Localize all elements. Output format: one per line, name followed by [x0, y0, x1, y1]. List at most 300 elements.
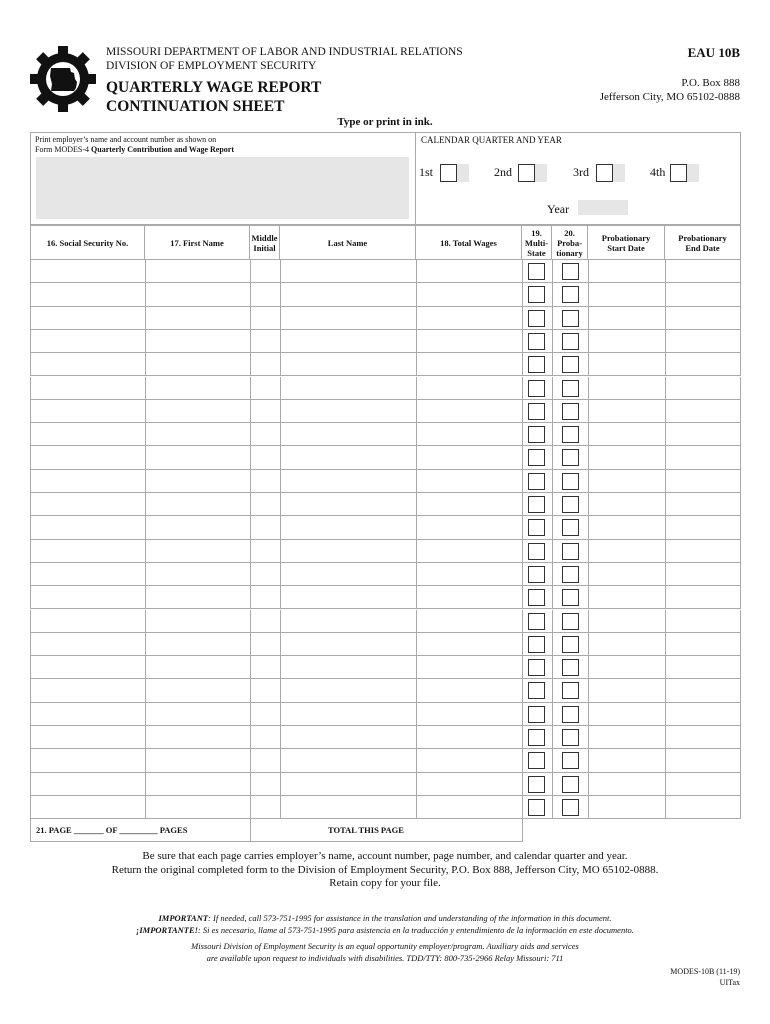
last-name-cell[interactable]: [280, 773, 416, 796]
multi-state-cell[interactable]: [522, 633, 552, 656]
ssn-cell[interactable]: [30, 679, 145, 702]
total-wages-cell[interactable]: [416, 540, 522, 563]
middle-initial-cell[interactable]: [250, 283, 280, 306]
first-name-cell[interactable]: [145, 446, 250, 469]
middle-initial-cell[interactable]: [250, 423, 280, 446]
probationary-cell[interactable]: [552, 283, 588, 306]
multi-state-checkbox[interactable]: [528, 403, 545, 420]
first-name-cell[interactable]: [145, 423, 250, 446]
middle-initial-cell[interactable]: [250, 377, 280, 400]
middle-initial-cell[interactable]: [250, 796, 280, 819]
probationary-cell[interactable]: [552, 610, 588, 633]
multi-state-cell[interactable]: [522, 703, 552, 726]
table-row: [30, 633, 741, 656]
middle-initial-cell[interactable]: [250, 307, 280, 330]
instruction-line1: Be sure that each page carries employer’s name, account number, page number, and calendar quarter and year.: [142, 850, 628, 862]
total-wages-cell[interactable]: [416, 610, 522, 633]
multi-state-checkbox[interactable]: [528, 729, 545, 746]
quarter-1-label: 1st: [419, 165, 434, 179]
prob-start-date-cell[interactable]: [588, 353, 665, 376]
prob-start-date-cell[interactable]: [588, 656, 665, 679]
first-name-cell[interactable]: [145, 610, 250, 633]
multi-state-cell[interactable]: [522, 470, 552, 493]
total-wages-cell[interactable]: [416, 796, 522, 819]
probationary-cell[interactable]: [552, 703, 588, 726]
total-wages-cell[interactable]: [416, 656, 522, 679]
first-name-cell[interactable]: [145, 330, 250, 353]
table-row: [30, 307, 741, 330]
prob-start-date-cell[interactable]: [588, 586, 665, 609]
middle-initial-cell[interactable]: [250, 330, 280, 353]
probationary-cell[interactable]: [552, 423, 588, 446]
last-name-cell[interactable]: [280, 330, 416, 353]
first-name-cell[interactable]: [145, 470, 250, 493]
probationary-cell[interactable]: [552, 516, 588, 539]
last-name-cell[interactable]: [280, 283, 416, 306]
quarter-3-checkbox[interactable]: [596, 164, 613, 182]
middle-initial-cell[interactable]: [250, 773, 280, 796]
importante-label: ¡IMPORTANTE!: [136, 925, 198, 935]
total-wages-cell[interactable]: [416, 260, 522, 283]
multi-state-cell[interactable]: [522, 726, 552, 749]
probationary-checkbox[interactable]: [562, 496, 579, 513]
first-name-cell[interactable]: [145, 703, 250, 726]
ssn-cell[interactable]: [30, 353, 145, 376]
middle-initial-cell[interactable]: [250, 586, 280, 609]
first-name-cell[interactable]: [145, 773, 250, 796]
employer-name-field[interactable]: [36, 157, 409, 219]
first-name-cell[interactable]: [145, 353, 250, 376]
probationary-checkbox[interactable]: [562, 333, 579, 350]
probationary-cell[interactable]: [552, 563, 588, 586]
ssn-cell[interactable]: [30, 446, 145, 469]
multi-state-checkbox[interactable]: [528, 613, 545, 630]
multi-state-checkbox[interactable]: [528, 286, 545, 303]
header-middle-l2: Initial: [253, 242, 276, 253]
year-label: Year: [547, 202, 570, 216]
prob-end-date-cell[interactable]: [665, 470, 741, 493]
ssn-cell[interactable]: [30, 377, 145, 400]
prob-end-date-cell[interactable]: [665, 283, 741, 306]
year-field[interactable]: [578, 200, 628, 215]
probationary-cell[interactable]: [552, 633, 588, 656]
total-wages-cell[interactable]: [416, 377, 522, 400]
multi-state-checkbox[interactable]: [528, 682, 545, 699]
probationary-cell[interactable]: [552, 796, 588, 819]
multi-state-cell[interactable]: [522, 563, 552, 586]
last-name-cell[interactable]: [280, 307, 416, 330]
header-multi-state: [522, 225, 552, 260]
multi-state-checkbox[interactable]: [528, 519, 545, 536]
quarter-4-checkbox[interactable]: [670, 164, 687, 182]
ssn-cell[interactable]: [30, 726, 145, 749]
probationary-checkbox[interactable]: [562, 776, 579, 793]
first-name-cell[interactable]: [145, 516, 250, 539]
ssn-cell[interactable]: [30, 516, 145, 539]
missouri-gear-seal-icon: [30, 46, 96, 112]
prob-end-date-cell[interactable]: [665, 610, 741, 633]
prob-end-date-cell[interactable]: [665, 446, 741, 469]
prob-end-date-cell[interactable]: [665, 773, 741, 796]
middle-initial-cell[interactable]: [250, 749, 280, 772]
last-name-cell[interactable]: [280, 563, 416, 586]
last-name-cell[interactable]: [280, 586, 416, 609]
prob-start-date-cell[interactable]: [588, 703, 665, 726]
multi-state-cell[interactable]: [522, 586, 552, 609]
multi-state-cell[interactable]: [522, 330, 552, 353]
last-name-cell[interactable]: [280, 377, 416, 400]
first-name-cell[interactable]: [145, 749, 250, 772]
middle-initial-cell[interactable]: [250, 726, 280, 749]
middle-initial-cell[interactable]: [250, 540, 280, 563]
middle-initial-cell[interactable]: [250, 400, 280, 423]
prob-start-date-cell[interactable]: [588, 633, 665, 656]
multi-state-checkbox[interactable]: [528, 543, 545, 560]
first-name-cell[interactable]: [145, 796, 250, 819]
multi-state-checkbox[interactable]: [528, 449, 545, 466]
multi-state-cell[interactable]: [522, 400, 552, 423]
multi-state-cell[interactable]: [522, 540, 552, 563]
prob-start-date-cell[interactable]: [588, 400, 665, 423]
prob-start-date-cell[interactable]: [588, 516, 665, 539]
last-name-cell[interactable]: [280, 470, 416, 493]
prob-start-date-cell[interactable]: [588, 679, 665, 702]
total-wages-cell[interactable]: [416, 703, 522, 726]
first-name-cell[interactable]: [145, 400, 250, 423]
prob-start-date-cell[interactable]: [588, 610, 665, 633]
last-name-cell[interactable]: [280, 400, 416, 423]
probationary-checkbox[interactable]: [562, 682, 579, 699]
multi-state-cell[interactable]: [522, 377, 552, 400]
first-name-cell[interactable]: [145, 656, 250, 679]
multi-state-cell[interactable]: [522, 493, 552, 516]
last-name-cell[interactable]: [280, 703, 416, 726]
multi-state-cell[interactable]: [522, 260, 552, 283]
title-line1: QUARTERLY WAGE REPORT: [106, 79, 322, 96]
last-name-cell[interactable]: [280, 516, 416, 539]
ssn-cell[interactable]: [30, 400, 145, 423]
prob-start-date-cell[interactable]: [588, 423, 665, 446]
prob-end-date-cell[interactable]: [665, 330, 741, 353]
ssn-cell[interactable]: [30, 656, 145, 679]
prob-end-date-cell[interactable]: [665, 353, 741, 376]
ink-instruction: Type or print in ink.: [337, 116, 433, 128]
last-name-cell[interactable]: [280, 493, 416, 516]
total-wages-cell[interactable]: [416, 773, 522, 796]
ssn-cell[interactable]: [30, 493, 145, 516]
prob-start-date-cell[interactable]: [588, 330, 665, 353]
total-wages-cell[interactable]: [416, 470, 522, 493]
last-name-cell[interactable]: [280, 353, 416, 376]
quarter-2-checkbox[interactable]: [518, 164, 535, 182]
probationary-cell[interactable]: [552, 586, 588, 609]
ssn-cell[interactable]: [30, 563, 145, 586]
prob-end-date-cell[interactable]: [665, 563, 741, 586]
total-wages-cell[interactable]: [416, 283, 522, 306]
eeo-notice: [0, 940, 770, 964]
multi-state-checkbox[interactable]: [528, 473, 545, 490]
multi-state-cell[interactable]: [522, 423, 552, 446]
multi-state-cell[interactable]: [522, 283, 552, 306]
ssn-cell[interactable]: [30, 773, 145, 796]
probationary-checkbox[interactable]: [562, 613, 579, 630]
multi-state-checkbox[interactable]: [528, 706, 545, 723]
last-name-cell[interactable]: [280, 540, 416, 563]
prob-start-date-cell[interactable]: [588, 377, 665, 400]
multi-state-checkbox[interactable]: [528, 589, 545, 606]
prob-start-date-cell[interactable]: [588, 493, 665, 516]
middle-initial-cell[interactable]: [250, 353, 280, 376]
ssn-cell[interactable]: [30, 796, 145, 819]
middle-initial-cell[interactable]: [250, 563, 280, 586]
ssn-cell[interactable]: [30, 307, 145, 330]
total-wages-cell[interactable]: [416, 633, 522, 656]
probationary-checkbox[interactable]: [562, 403, 579, 420]
prob-start-date-cell[interactable]: [588, 540, 665, 563]
probationary-checkbox[interactable]: [562, 286, 579, 303]
multi-state-checkbox[interactable]: [528, 776, 545, 793]
probationary-cell[interactable]: [552, 377, 588, 400]
probationary-checkbox[interactable]: [562, 566, 579, 583]
probationary-checkbox[interactable]: [562, 449, 579, 466]
probationary-checkbox[interactable]: [562, 473, 579, 490]
probationary-cell[interactable]: [552, 773, 588, 796]
header-prob-end-l2: End Date: [685, 242, 720, 253]
probationary-cell[interactable]: [552, 540, 588, 563]
table-row: [30, 610, 741, 633]
header-total-wages: 18. Total Wages: [416, 225, 522, 260]
probationary-checkbox[interactable]: [562, 543, 579, 560]
prob-end-date-cell[interactable]: [665, 749, 741, 772]
probationary-checkbox[interactable]: [562, 636, 579, 653]
prob-start-date-cell[interactable]: [588, 773, 665, 796]
last-name-cell[interactable]: [280, 796, 416, 819]
prob-start-date-cell[interactable]: [588, 470, 665, 493]
multi-state-checkbox[interactable]: [528, 496, 545, 513]
probationary-checkbox[interactable]: [562, 589, 579, 606]
middle-initial-cell[interactable]: [250, 493, 280, 516]
header-prob-start-l2: Start Date: [607, 242, 645, 253]
total-wages-cell[interactable]: [416, 749, 522, 772]
multi-state-checkbox[interactable]: [528, 659, 545, 676]
first-name-cell[interactable]: [145, 493, 250, 516]
prob-start-date-cell[interactable]: [588, 796, 665, 819]
last-name-cell[interactable]: [280, 633, 416, 656]
ssn-cell[interactable]: [30, 703, 145, 726]
probationary-checkbox[interactable]: [562, 426, 579, 443]
prob-end-date-cell[interactable]: [665, 307, 741, 330]
prob-end-date-cell[interactable]: [665, 796, 741, 819]
probationary-cell[interactable]: [552, 726, 588, 749]
multi-state-cell[interactable]: [522, 749, 552, 772]
total-wages-cell[interactable]: [416, 423, 522, 446]
probationary-cell[interactable]: [552, 330, 588, 353]
prob-end-date-cell[interactable]: [665, 679, 741, 702]
multi-state-checkbox[interactable]: [528, 566, 545, 583]
multi-state-cell[interactable]: [522, 516, 552, 539]
probationary-checkbox[interactable]: [562, 799, 579, 816]
first-name-cell[interactable]: [145, 377, 250, 400]
probationary-checkbox[interactable]: [562, 310, 579, 327]
last-name-cell[interactable]: [280, 656, 416, 679]
multi-state-cell[interactable]: [522, 796, 552, 819]
first-name-cell[interactable]: [145, 586, 250, 609]
middle-initial-cell[interactable]: [250, 260, 280, 283]
prob-end-date-cell[interactable]: [665, 586, 741, 609]
table-row: [30, 749, 741, 772]
total-wages-cell[interactable]: [416, 446, 522, 469]
ssn-cell[interactable]: [30, 470, 145, 493]
total-wages-cell[interactable]: [416, 493, 522, 516]
prob-start-date-cell[interactable]: [588, 749, 665, 772]
probationary-cell[interactable]: [552, 470, 588, 493]
multi-state-cell[interactable]: [522, 353, 552, 376]
multi-state-checkbox[interactable]: [528, 333, 545, 350]
probationary-checkbox[interactable]: [562, 729, 579, 746]
multi-state-cell[interactable]: [522, 656, 552, 679]
middle-initial-cell[interactable]: [250, 446, 280, 469]
header-prob-start-date: [588, 225, 665, 260]
probationary-cell[interactable]: [552, 656, 588, 679]
last-name-cell[interactable]: [280, 423, 416, 446]
total-wages-cell[interactable]: [416, 726, 522, 749]
middle-initial-cell[interactable]: [250, 470, 280, 493]
probationary-checkbox[interactable]: [562, 706, 579, 723]
first-name-cell[interactable]: [145, 726, 250, 749]
prob-start-date-cell[interactable]: [588, 307, 665, 330]
ssn-cell[interactable]: [30, 749, 145, 772]
prob-end-date-cell[interactable]: [665, 656, 741, 679]
total-wages-cell[interactable]: [416, 516, 522, 539]
total-wages-cell[interactable]: [416, 563, 522, 586]
first-name-cell[interactable]: [145, 260, 250, 283]
multi-state-cell[interactable]: [522, 679, 552, 702]
multi-state-checkbox[interactable]: [528, 799, 545, 816]
prob-end-date-cell[interactable]: [665, 377, 741, 400]
middle-initial-cell[interactable]: [250, 656, 280, 679]
header-first-name: 17. First Name: [145, 225, 250, 260]
quarter-1-checkbox[interactable]: [440, 164, 457, 182]
middle-initial-cell[interactable]: [250, 516, 280, 539]
eeo-line1: Missouri Division of Employment Security is an equal opportunity employer/program. Auxiliary aids and services: [191, 941, 579, 951]
employer-label-prefix: Form MODES-4: [35, 145, 92, 154]
multi-state-cell[interactable]: [522, 610, 552, 633]
ssn-cell[interactable]: [30, 330, 145, 353]
multi-state-checkbox[interactable]: [528, 356, 545, 373]
first-name-cell[interactable]: [145, 679, 250, 702]
prob-end-date-cell[interactable]: [665, 726, 741, 749]
total-wages-cell[interactable]: [416, 586, 522, 609]
prob-start-date-cell[interactable]: [588, 446, 665, 469]
multi-state-cell[interactable]: [522, 773, 552, 796]
prob-end-date-cell[interactable]: [665, 540, 741, 563]
multi-state-checkbox[interactable]: [528, 380, 545, 397]
last-name-cell[interactable]: [280, 610, 416, 633]
total-wages-cell[interactable]: [416, 307, 522, 330]
prob-end-date-cell[interactable]: [665, 260, 741, 283]
ssn-cell[interactable]: [30, 586, 145, 609]
ssn-cell[interactable]: [30, 423, 145, 446]
employer-label-form-name: Quarterly Contribution and Wage Report: [91, 145, 234, 154]
address-line2: Jefferson City, MO 65102-0888: [599, 91, 740, 103]
multi-state-checkbox[interactable]: [528, 752, 545, 769]
last-name-cell[interactable]: [280, 446, 416, 469]
total-wages-cell[interactable]: [416, 400, 522, 423]
prob-start-date-cell[interactable]: [588, 726, 665, 749]
prob-start-date-cell[interactable]: [588, 283, 665, 306]
probationary-checkbox[interactable]: [562, 380, 579, 397]
last-name-cell[interactable]: [280, 260, 416, 283]
multi-state-checkbox[interactable]: [528, 426, 545, 443]
probationary-cell[interactable]: [552, 749, 588, 772]
middle-initial-cell[interactable]: [250, 679, 280, 702]
first-name-cell[interactable]: [145, 540, 250, 563]
ssn-cell[interactable]: [30, 633, 145, 656]
multi-state-checkbox[interactable]: [528, 636, 545, 653]
ssn-cell[interactable]: [30, 610, 145, 633]
prob-end-date-cell[interactable]: [665, 423, 741, 446]
ssn-cell[interactable]: [30, 283, 145, 306]
probationary-checkbox[interactable]: [562, 519, 579, 536]
probationary-cell[interactable]: [552, 260, 588, 283]
prob-end-date-cell[interactable]: [665, 516, 741, 539]
instruction-line2: Return the original completed form to the Division of Employment Security, P.O. Box 888, Jefferson City, MO 65102-0888.: [111, 863, 659, 876]
prob-end-date-cell[interactable]: [665, 633, 741, 656]
total-wages-cell[interactable]: [416, 353, 522, 376]
middle-initial-cell[interactable]: [250, 633, 280, 656]
ssn-cell[interactable]: [30, 540, 145, 563]
multi-state-cell[interactable]: [522, 446, 552, 469]
first-name-cell[interactable]: [145, 283, 250, 306]
probationary-cell[interactable]: [552, 400, 588, 423]
table-row: [30, 470, 741, 493]
probationary-checkbox[interactable]: [562, 752, 579, 769]
ssn-cell[interactable]: [30, 260, 145, 283]
prob-end-date-cell[interactable]: [665, 493, 741, 516]
prob-start-date-cell[interactable]: [588, 260, 665, 283]
prob-end-date-cell[interactable]: [665, 703, 741, 726]
first-name-cell[interactable]: [145, 563, 250, 586]
probationary-cell[interactable]: [552, 307, 588, 330]
last-name-cell[interactable]: [280, 749, 416, 772]
quarter-4-label: 4th: [650, 165, 666, 179]
total-wages-cell[interactable]: [416, 679, 522, 702]
multi-state-checkbox[interactable]: [528, 263, 545, 280]
probationary-cell[interactable]: [552, 446, 588, 469]
agency-name: [106, 45, 463, 73]
probationary-checkbox[interactable]: [562, 659, 579, 676]
multi-state-cell[interactable]: [522, 307, 552, 330]
prob-start-date-cell[interactable]: [588, 563, 665, 586]
last-name-cell[interactable]: [280, 679, 416, 702]
middle-initial-cell[interactable]: [250, 610, 280, 633]
total-wages-cell[interactable]: [416, 330, 522, 353]
probationary-cell[interactable]: [552, 493, 588, 516]
prob-end-date-cell[interactable]: [665, 400, 741, 423]
middle-initial-cell[interactable]: [250, 703, 280, 726]
probationary-cell[interactable]: [552, 353, 588, 376]
table-row: [30, 656, 741, 679]
first-name-cell[interactable]: [145, 633, 250, 656]
probationary-checkbox[interactable]: [562, 356, 579, 373]
probationary-checkbox[interactable]: [562, 263, 579, 280]
last-name-cell[interactable]: [280, 726, 416, 749]
mailing-address: [600, 76, 740, 104]
footer-row: [30, 819, 522, 842]
multi-state-checkbox[interactable]: [528, 310, 545, 327]
probationary-cell[interactable]: [552, 679, 588, 702]
first-name-cell[interactable]: [145, 307, 250, 330]
